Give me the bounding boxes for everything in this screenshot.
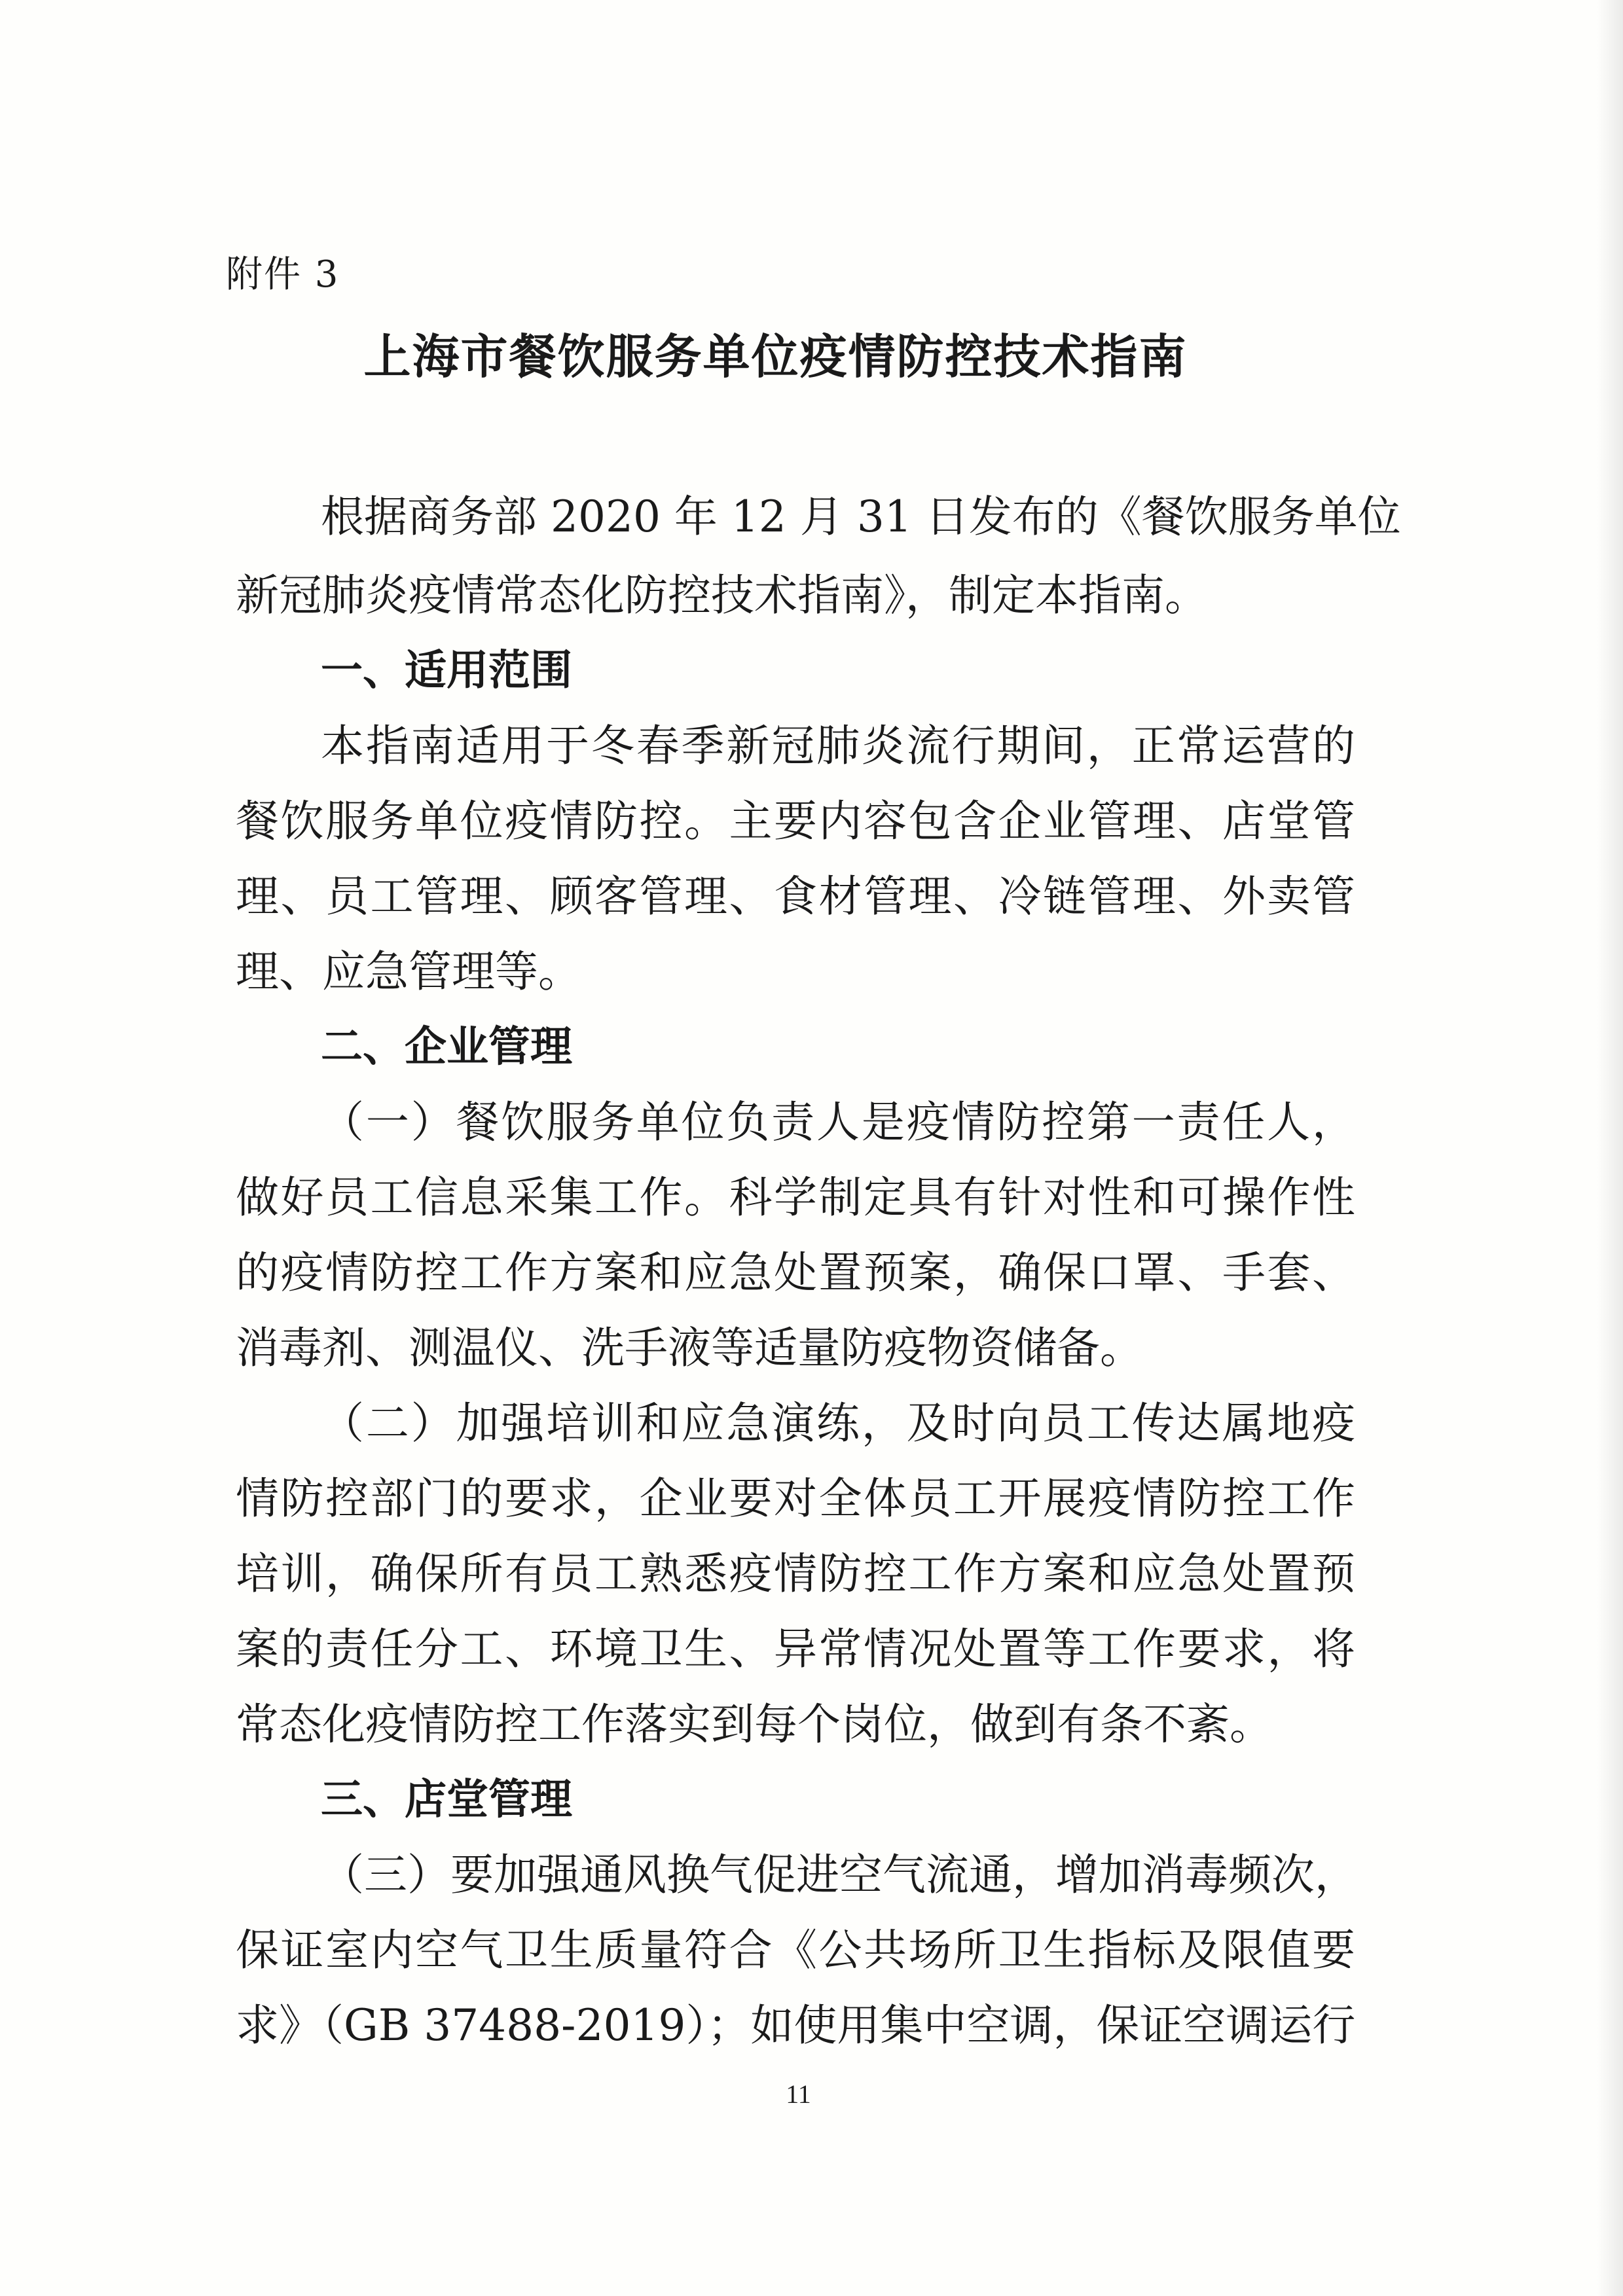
- item3-line-2: 保证室内空气卫生质量符合《公共场所卫生指标及限值要: [236, 1925, 1355, 1975]
- item1-line-4: 消毒剂、测温仪、洗手液等适量防疫物资储备。: [236, 1323, 1143, 1373]
- scope-line-2: 餐饮服务单位疫情防控。主要内容包含企业管理、店堂管: [236, 796, 1355, 846]
- section-heading-enterprise: 二、企业管理: [321, 1023, 572, 1071]
- page-number: 11: [786, 2079, 811, 2109]
- item1-line-1: （一）餐饮服务单位负责人是疫情防控第一责任人，: [321, 1097, 1355, 1147]
- scope-line-3: 理、员工管理、顾客管理、食材管理、冷链管理、外卖管: [236, 871, 1355, 922]
- intro-line-1: 根据商务部 2020 年 12 月 31 日发布的《餐饮服务单位: [321, 492, 1401, 542]
- attachment-label: 附件 3: [226, 253, 340, 296]
- item2-line-3: 培训，确保所有员工熟悉疫情防控工作方案和应急处置预: [236, 1549, 1355, 1599]
- section-heading-scope: 一、适用范围: [321, 647, 572, 695]
- item2-line-2: 情防控部门的要求，企业要对全体员工开展疫情防控工作: [236, 1473, 1355, 1524]
- scope-line-4: 理、应急管理等。: [236, 946, 581, 997]
- document-title: 上海市餐饮服务单位疫情防控技术指南: [363, 329, 1188, 384]
- scope-line-1: 本指南适用于冬春季新冠肺炎流行期间，正常运营的: [321, 721, 1355, 771]
- item1-line-3: 的疫情防控工作方案和应急处置预案，确保口罩、手套、: [236, 1247, 1355, 1298]
- item2-line-5: 常态化疫情防控工作落实到每个岗位，做到有条不紊。: [236, 1699, 1273, 1749]
- item2-line-4: 案的责任分工、环境卫生、异常情况处置等工作要求，将: [236, 1624, 1355, 1674]
- item2-line-1: （二）加强培训和应急演练，及时向员工传达属地疫: [321, 1398, 1355, 1448]
- item3-line-1: （三）要加强通风换气促进空气流通，增加消毒频次，: [321, 1850, 1358, 1900]
- item3-line-3: 求》（GB 37488-2019）；如使用集中空调，保证空调运行: [236, 2000, 1356, 2051]
- intro-line-2: 新冠肺炎疫情常态化防控技术指南》，制定本指南。: [236, 570, 1208, 620]
- item1-line-2: 做好员工信息采集工作。科学制定具有针对性和可操作性: [236, 1172, 1355, 1223]
- section-heading-store: 三、店堂管理: [321, 1776, 572, 1824]
